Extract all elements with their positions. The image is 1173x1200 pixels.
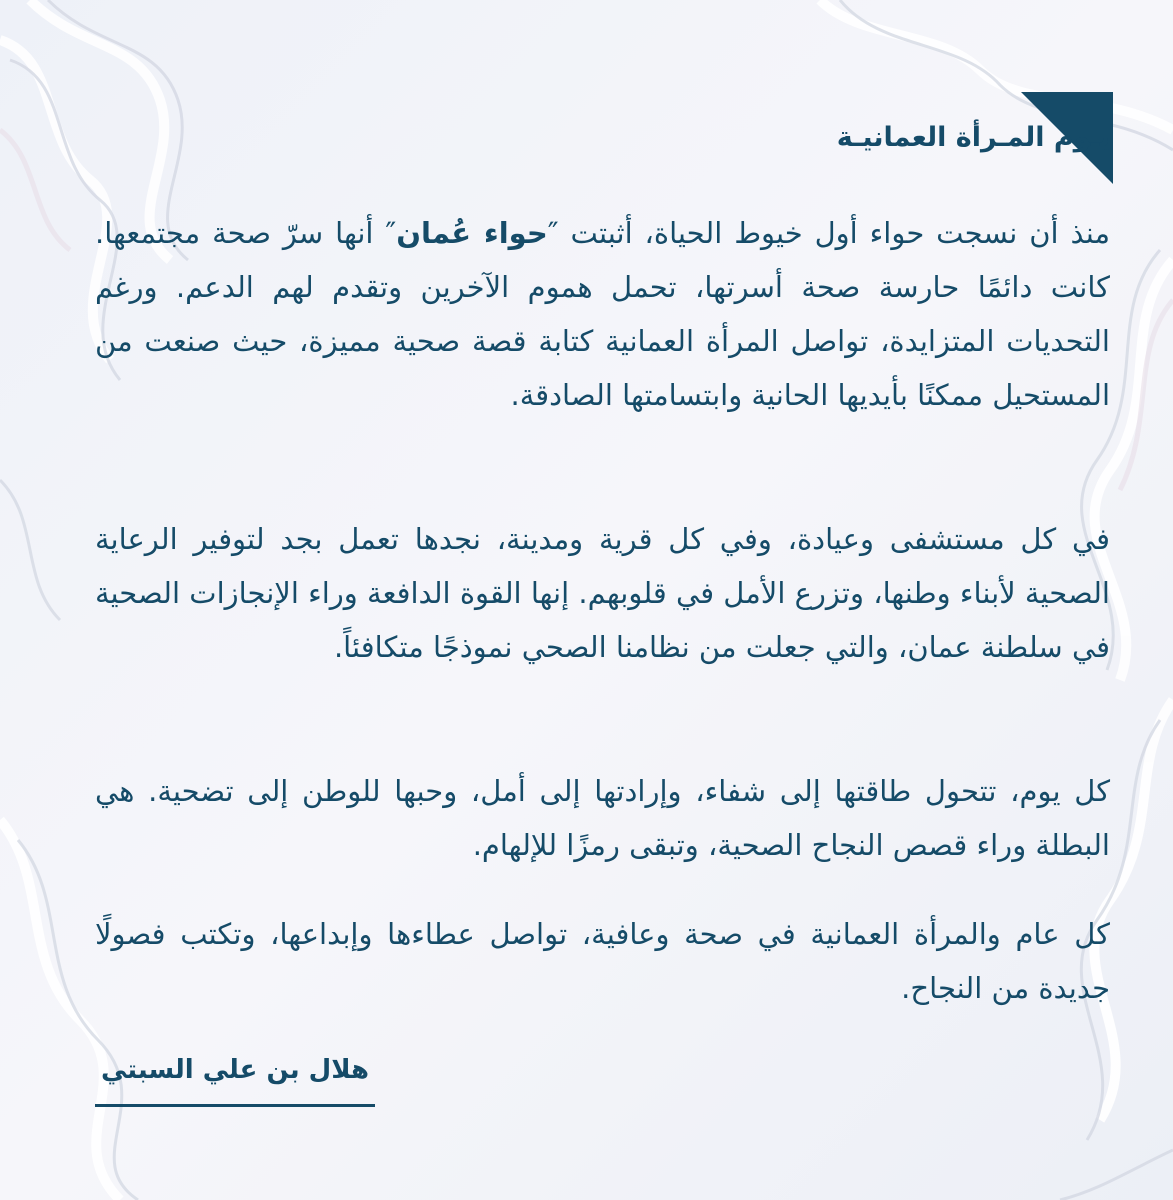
letter-content xyxy=(95,0,1110,1200)
author-signature: هلال بن علي السبتي xyxy=(101,1055,369,1085)
paragraph-3: كل يوم، تتحول طاقتها إلى شفاء، وإرادتها إلى أمل، وحبها للوطن إلى تضحية. هي البطلة وراء قصص النجاح الصحية، وتبقى رمزًا للإلهام. xyxy=(95,774,1110,862)
page-title: يـوم المـرأة العمانيـة xyxy=(836,122,1110,153)
paragraph-1-start: منذ أن نسجت حواء أول خيوط الحياة، أثبتت ″ xyxy=(547,216,1111,250)
signature-underline xyxy=(95,1104,375,1107)
paragraph-2: في كل مستشفى وعيادة، وفي كل قرية ومدينة، نجدها تعمل بجد لتوفير الرعاية الصحية لأبناء وطنها، وتزرع الأمل في قلوبهم. إنها القوة الدافعة وراء الإنجازات الصحية في سلطنة عمان، والتي جعلت من نظامنا الصحي نموذجًا متكافئاً. xyxy=(95,522,1110,664)
paragraph-1-end: ″ أنها سرّ صحة مجتمعها. كانت دائمًا حارسة صحة أسرتها، تحمل هموم الآخرين وتقدم لهم الدعم. ورغم التحديات المتزايدة، تواصل المرأة العمانية كتابة قصة صحية مميزة، حيث صنعت من المستحيل ممكنًا بأيديها الحانية وابتسامتها الصادقة. xyxy=(95,216,1110,412)
paragraph-1 xyxy=(95,206,1110,422)
paragraph-4: كل عام والمرأة العمانية في صحة وعافية، تواصل عطاءها وإبداعها، وتكتب فصولًا جديدة من النجاح. xyxy=(95,917,1110,1005)
paragraph-1-highlight: حواء عُمان xyxy=(396,216,548,250)
